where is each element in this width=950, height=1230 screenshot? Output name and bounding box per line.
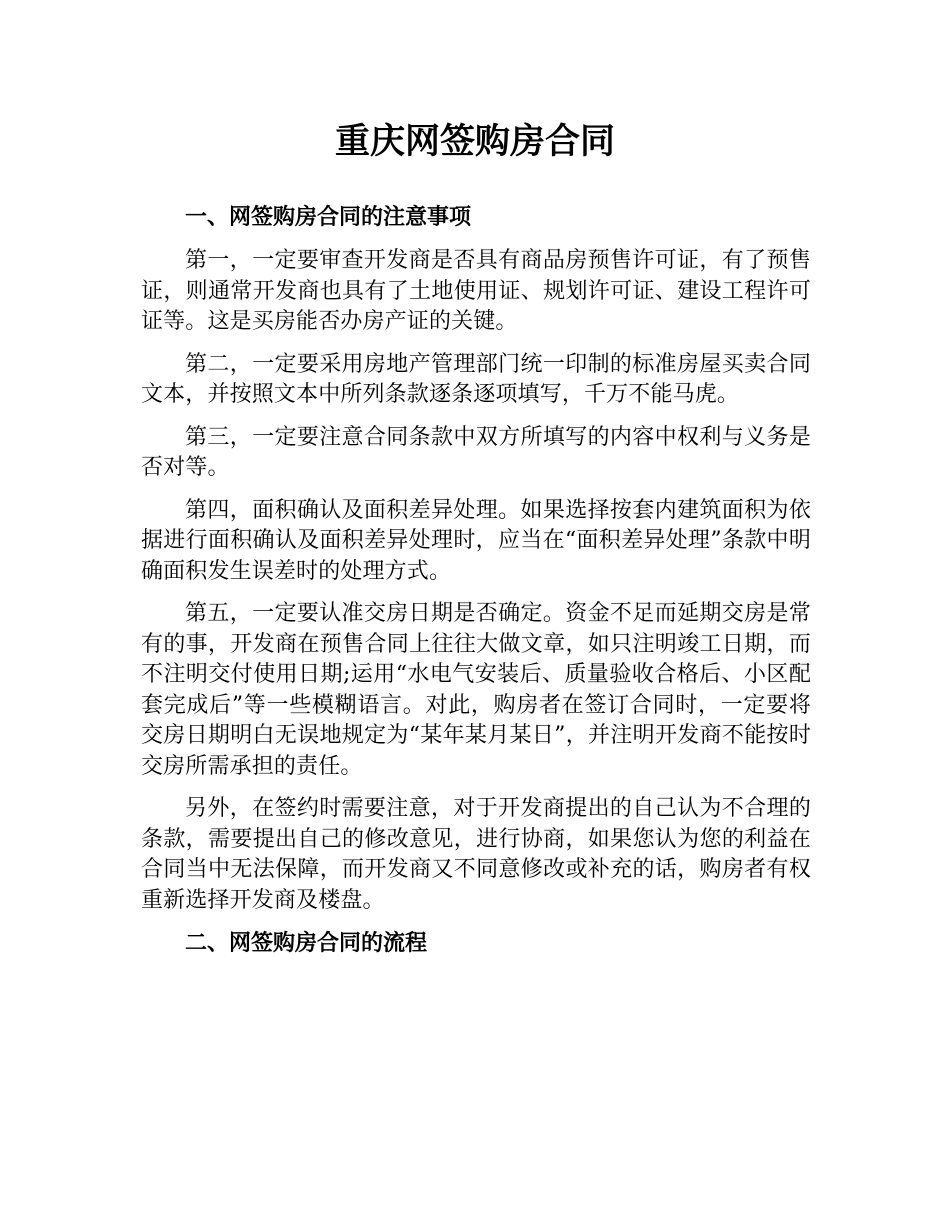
paragraph-third: 第三，一定要注意合同条款中双方所填写的内容中权利与义务是否对等。: [141, 424, 811, 480]
paragraph-first: 第一，一定要审查开发商是否具有商品房预售许可证，有了预售证，则通常开发商也具有了土地使用证、规划许可证、建设工程许可证等。这是买房能否办房产证的关键。: [141, 248, 811, 334]
paragraph-fifth: 第五，一定要认准交房日期是否确定。资金不足而延期交房是常有的事，开发商在预售合同上往往大做文章，如只注明竣工日期，而不注明交付使用日期;运用“水电气安装后、质量验收合格后、小区配套完成后”等一些模糊语言。对此，购房者在签订合同时，一定要将交房日期明白无误地规定为“某年某月某日”，并注明开发商不能按时交房所需承担的责任。: [141, 601, 811, 779]
section-heading-precautions: 一、网签购房合同的注意事项: [185, 205, 472, 230]
section-heading-process: 二、网签购房合同的流程: [185, 931, 428, 956]
paragraph-additionally: 另外，在签约时需要注意，对于开发商提出的自己认为不合理的条款，需要提出自己的修改意见，进行协商，如果您认为您的利益在合同当中无法保障，而开发商又不同意修改或补充的话，购房者有权重新选择开发商及楼盘。: [141, 796, 811, 913]
document-title: 重庆网签购房合同: [334, 122, 615, 162]
paragraph-fourth: 第四，面积确认及面积差异处理。如果选择按套内建筑面积为依据进行面积确认及面积差异处理时，应当在“面积差异处理”条款中明确面积发生误差时的处理方式。: [141, 497, 811, 584]
paragraph-second: 第二，一定要采用房地产管理部门统一印制的标准房屋买卖合同文本，并按照文本中所列条款逐条逐项填写，千万不能马虎。: [141, 351, 811, 407]
document-body: [141, 202, 811, 972]
